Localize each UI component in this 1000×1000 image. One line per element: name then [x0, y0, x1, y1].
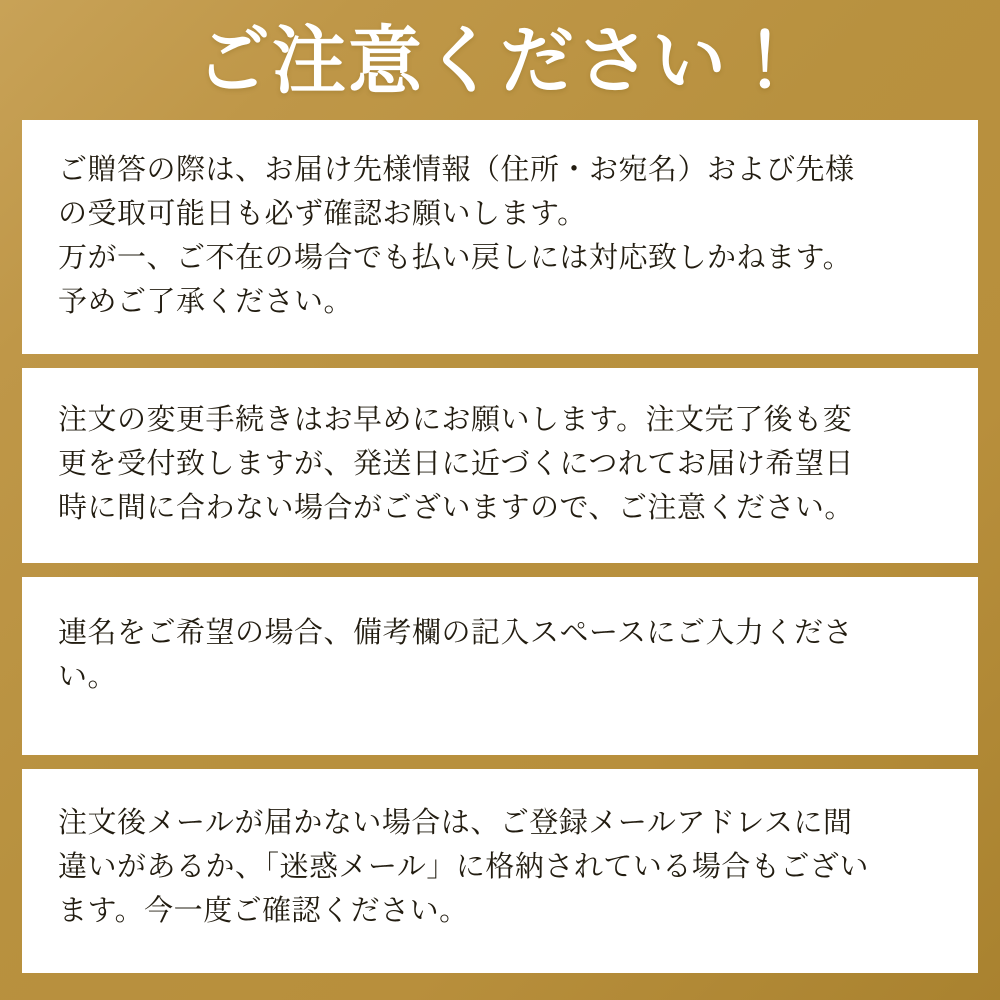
notice-line: い。 [58, 660, 118, 693]
notice-line: 更を受付致しますが、発送日に近づくにつれてお届け希望日 [58, 448, 854, 481]
notice-line: ます。今一度ご確認ください。 [58, 894, 469, 927]
notice-card-joint-names-request [22, 577, 978, 755]
notice-line: 注文後メールが届かない場合は、ご登録メールアドレスに間 [58, 806, 853, 839]
notice-line: 連名をご希望の場合、備考欄の記入スペースにご入力くださ [58, 616, 854, 649]
notice-line: の受取可能日も必ず確認お願いします。 [58, 198, 587, 231]
notice-line: 予めご了承ください。 [58, 286, 354, 319]
page-title: ご注意ください！ [196, 19, 804, 102]
notice-line: 万が一、ご不在の場合でも払い戻しには対応致しかねます。 [58, 242, 853, 275]
notice-card-gift-recipient-info [22, 120, 978, 354]
notice-line: 違いがあるか、「迷惑メール」に格納されている場合もござい [58, 850, 869, 883]
notice-card-email-not-received [22, 769, 978, 973]
notice-line: 時に間に合わない場合がございますので、ご注意ください。 [58, 492, 854, 525]
notice-card-order-change-deadline [22, 368, 978, 562]
notice-line: 注文の変更手続きはお早めにお願いします。注文完了後も変 [58, 404, 853, 437]
notice-line: ご贈答の際は、お届け先様情報（住所・お宛名）および先様 [58, 154, 855, 186]
